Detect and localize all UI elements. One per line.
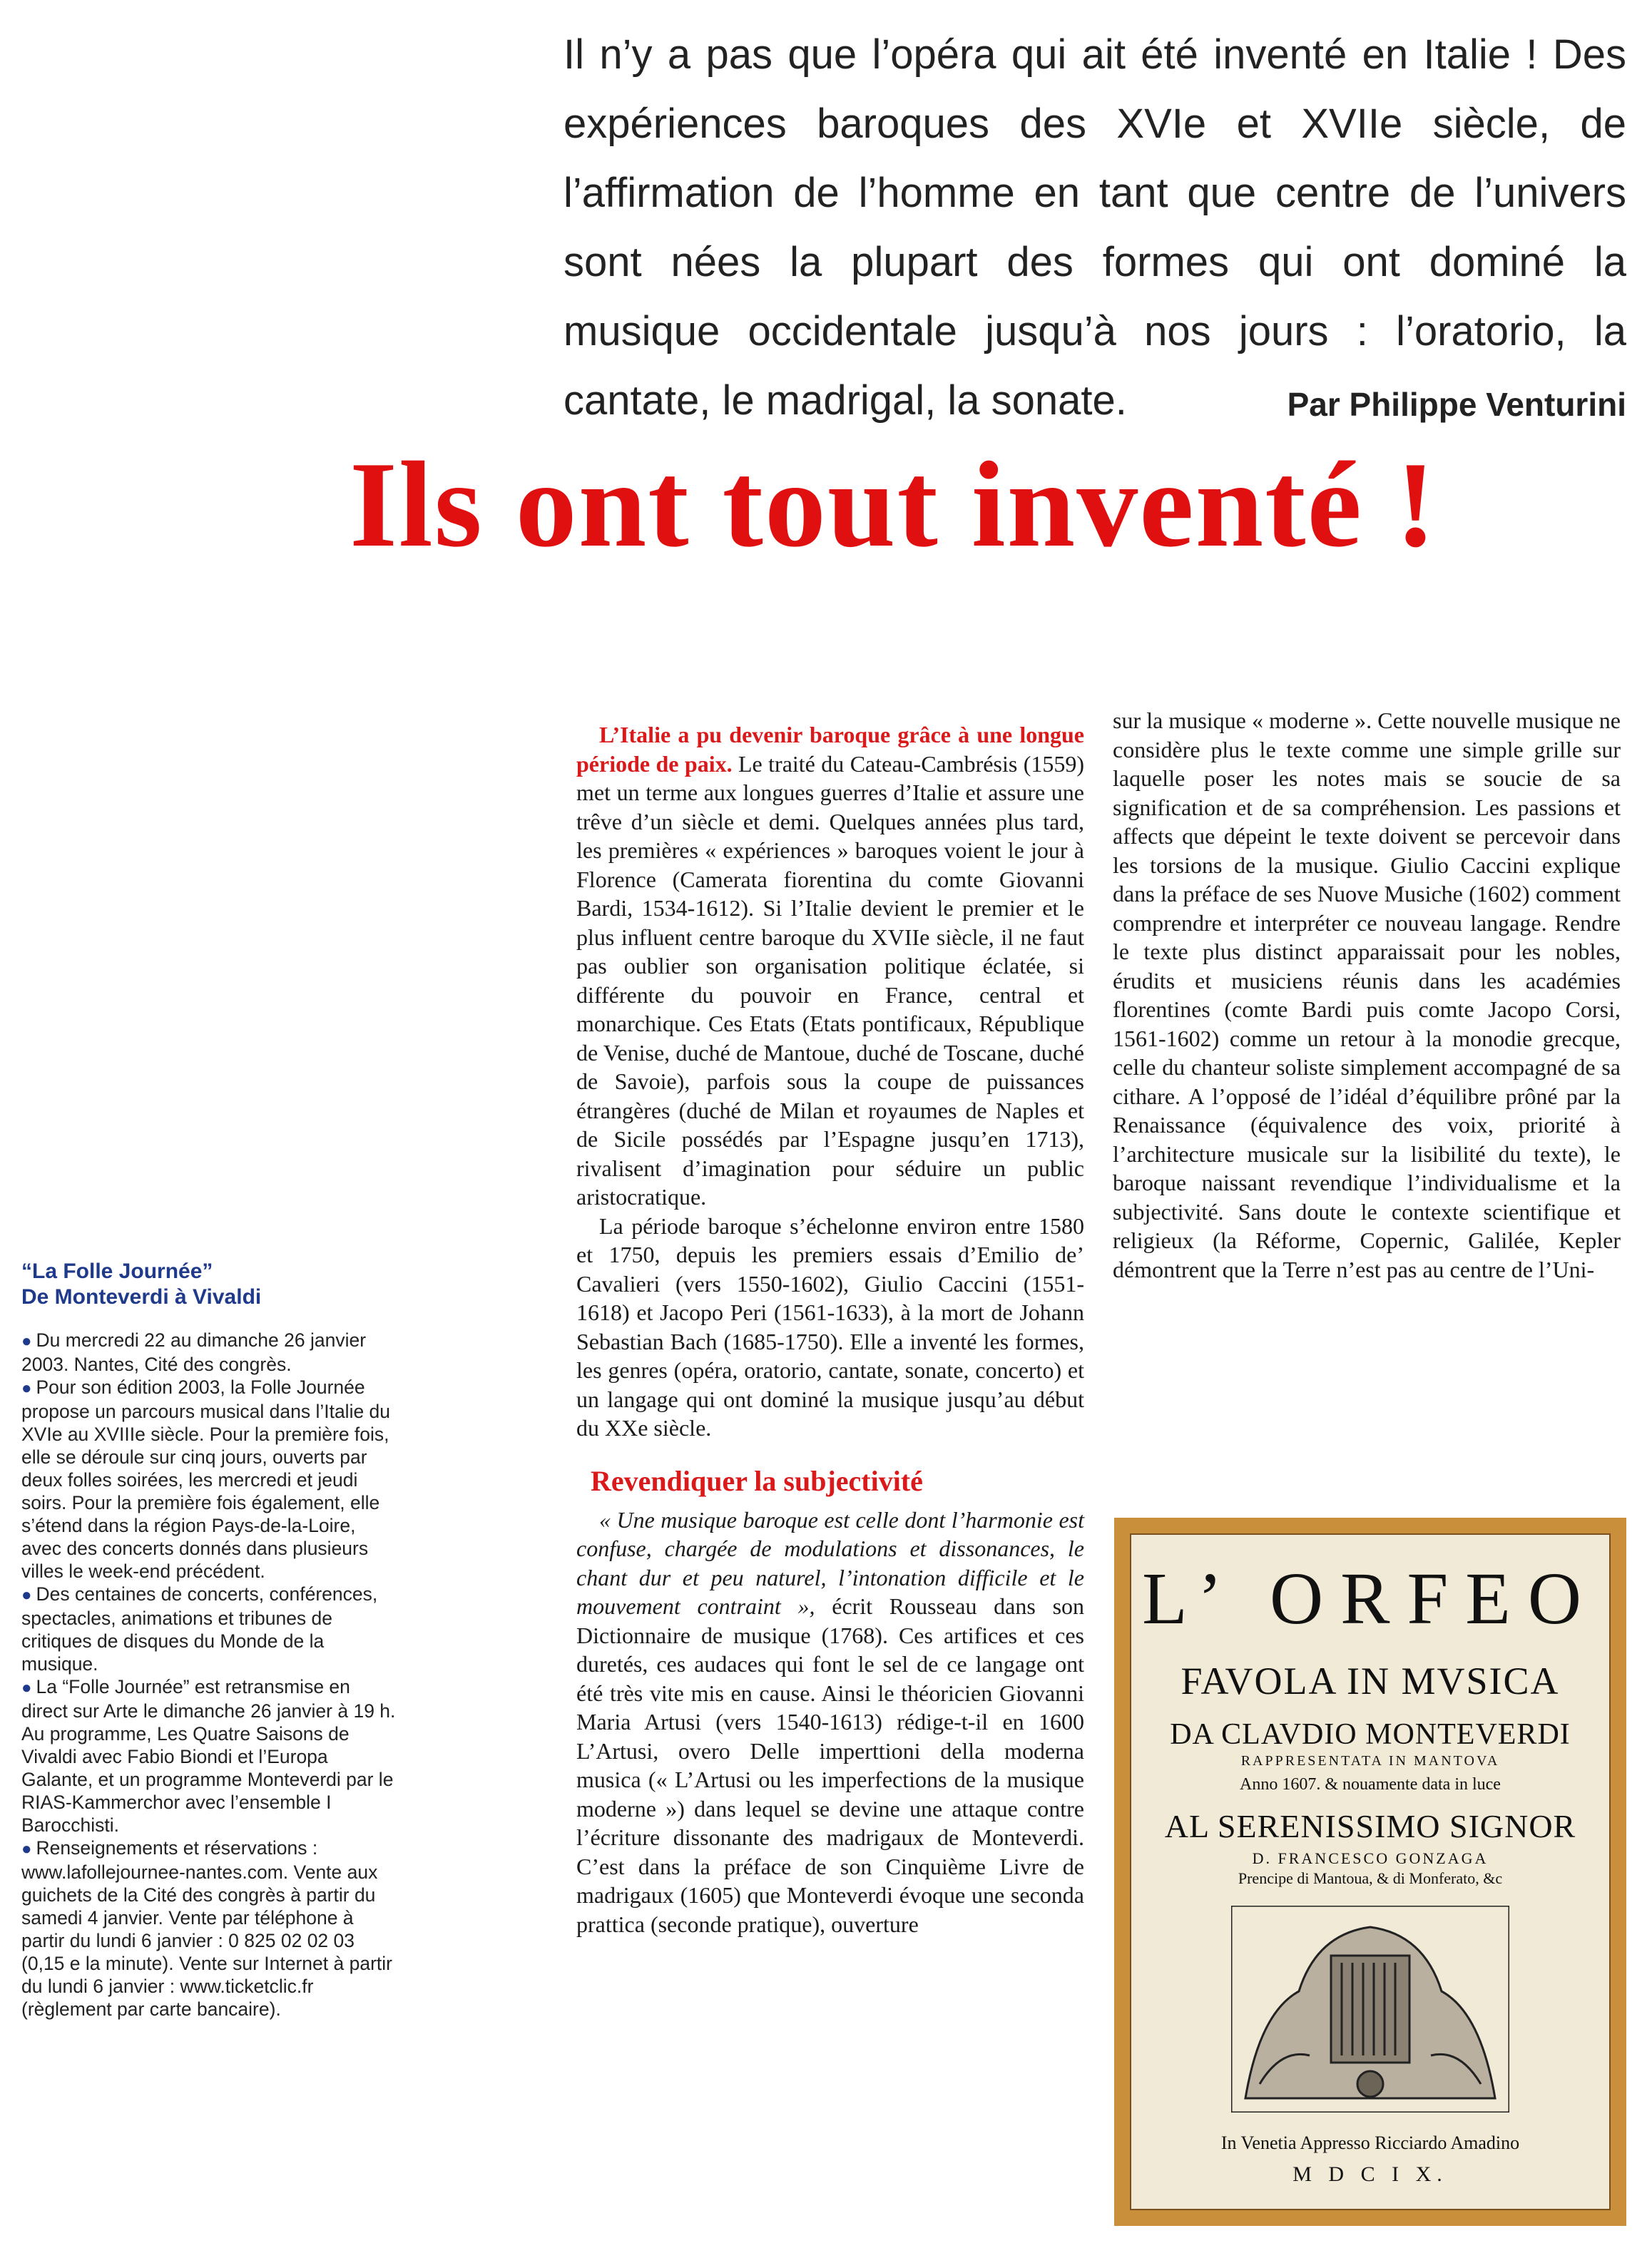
- printer-device-woodcut-icon: [1231, 1906, 1509, 2113]
- lead-sentence: L’Italie a pu devenir baroque grâce à une longue période de paix.: [576, 722, 1084, 777]
- bullet-icon: ●: [21, 1585, 32, 1605]
- sidebar-item: ● Pour son édition 2003, la Folle Journée propose un parcours musical dans l’Italie du XVIe au XVIIIe siècle. Pour la première fois, elle se déroule sur cinq jours, ouverts par deux folles soirées, les mercredi et jeudi soirs. Pour la première fois également, elle s’étend dans la région Pays-de-la-Loire, avec des concerts donnés dans plusieurs villes le week-end précédent.: [21, 1376, 391, 1582]
- sidebar-title-line2: De Monteverdi à Vivaldi: [21, 1285, 262, 1309]
- title-page-line: D. FRANCESCO GONZAGA: [1252, 1849, 1489, 1867]
- title-page-line: Prencipe di Mantoua, & di Monferato, &c: [1238, 1869, 1503, 1887]
- title-page-line: FAVOLA IN MVSICA: [1181, 1660, 1560, 1702]
- article-paragraph: sur la musique « moderne ». Cette nouvelle musique ne considère plus le texte comme une simple grille sur laquelle poser les notes mais se soucie de sa signification et de sa compréhension. Les passions et affects que dépeint le texte doivent se percevoir dans les torsions de la musique. Giulio Caccini explique dans la préface de ses Nuove Musiche (1602) comment comprendre et interpréter ce nouveau langage. Rendre le texte plus distinct apparaissait pour les nobles, érudits et musiciens réunis dans les académies florentines (comte Bardi puis comte Jacopo Corsi, 1561-1602) comme un retour à la monodie grecque, celle du chanteur soliste simplement accompagné de sa cithare. A l’opposé de l’idéal d’équilibre prôné par la Renaissance (équivalence des voix, priorité à l’architecture musicale sur la lisibilité du texte), le baroque naissant revendique l’individualisme et la subjectivité. Sans doute le contexte scientifique et religieux (la Réforme, Copernic, Galilée, Kepler démontrent que la Terre n’est pas au centre de l’Uni-: [1113, 708, 1621, 1282]
- bullet-icon: ●: [21, 1678, 32, 1697]
- sidebar-box: [21, 1259, 399, 2021]
- intro-text: Il n’y a pas que l’opéra qui ait été inventé en Italie ! Des expériences baroques des XVIe et XVIIe siècle, de l’affirmation de l’homme en tant que centre de l’univers sont nées la plupart des formes qui ont dominé la musique occidentale jusqu’à nos jours : l’oratorio, la cantate, le madrigal, la sonate.: [564, 31, 1626, 424]
- title-page-line: DA CLAVDIO MONTEVERDI: [1170, 1718, 1571, 1751]
- title-page-paper: [1130, 1533, 1611, 2210]
- sidebar-title-line1: “La Folle Journée”: [21, 1260, 213, 1283]
- article-column-middle: [576, 720, 1084, 1938]
- title-page-line: RAPPRESENTATA IN MANTOVA: [1240, 1753, 1500, 1769]
- sidebar-title: [21, 1259, 399, 1310]
- title-page-line: L’ ORFEO: [1142, 1558, 1598, 1640]
- title-page-line: Anno 1607. & nouamente data in luce: [1240, 1775, 1501, 1794]
- title-page-date: M D C I X.: [1292, 2162, 1448, 2186]
- article-paragraph: L’Italie a pu devenir baroque grâce à une longue période de paix. Le traité du Cateau-Cambrésis (1559) met un terme aux longues guerres d’Italie et assure une trêve d’un siècle et demi. Quelques années plus tard, les premières « expériences » baroques voient le jour à Florence (Camerata fiorentina du comte Giovanni Bardi, 1534-1612). Si l’Italie devient le premier et le plus influent centre baroque du XVIIe siècle, il ne faut pas oublier son organisation politique éclatée, si différente du pouvoir en France, central et monarchique. Ces Etats (Etats pontificaux, République de Venise, duché de Mantoue, duché de Toscane, duché de Savoie), parfois sous la coupe de puissances étrangères (duché de Milan et royaumes de Naples et de Sicile possédés par l’Espagne jusqu’en 1713), rivalisent d’imagination pour séduire un public aristocratique.: [576, 722, 1085, 1210]
- rousseau-quote: « Une musique baroque est celle dont l’harmonie est confuse, chargée de modulations et dissonances, le chant dur et peu naturel, l’intonation difficile et le mouvement contraint »,: [576, 1506, 1084, 1619]
- title-page-imprint: In Venetia Appresso Ricciardo Amadino: [1220, 2132, 1520, 2153]
- sidebar-item: ● Des centaines de concerts, conférences, spectacles, animations et tribunes de critiques de disques du Monde de la musique.: [21, 1583, 378, 1675]
- sidebar-item: ● La “Folle Journée” est retransmise en direct sur Arte le dimanche 26 janvier à 19 h. Au programme, Les Quatre Saisons de Vivaldi avec Fabio Biondi et l’Europa Galante, et un programme Monteverdi par le RIAS-Kammerchor avec l’ensemble I Barocchisti.: [21, 1676, 396, 1836]
- section-heading: Revendiquer la subjectivité: [591, 1464, 923, 1497]
- sidebar-item: ● Du mercredi 22 au dimanche 26 janvier 2003. Nantes, Cité des congrès.: [21, 1329, 367, 1375]
- article-paragraph: « Une musique baroque est celle dont l’harmonie est confuse, chargée de modulations et dissonances, le chant dur et peu naturel, l’intonation difficile et le mouvement contraint », écrit Rousseau dans son Dictionnaire de musique (1768). Ces artifices et ces duretés, ces audaces qui font le sel de ce langage ont été très vite mis en cause. Ainsi le théoricien Giovanni Maria Artusi (vers 1540-1613) rédige-t-il en 1600 L’Artusi, overo Delle imperttioni della moderna musica (« L’Artusi ou les imperfections de la musique moderne ») dans lequel se devine une attaque contre l’écriture dissonante des madrigaux de Monteverdi. C’est dans la préface de son Cinquième Livre de madrigaux (1605) que Monteverdi évoque une seconda prattica (seconde pratique), ouverture: [576, 1506, 1085, 1937]
- article-column-right: [1113, 706, 1621, 1284]
- headline: Ils ont tout inventé !: [350, 437, 1438, 573]
- title-page-line: AL SERENISSIMO SIGNOR: [1164, 1808, 1576, 1844]
- byline: Par Philippe Venturini: [1287, 386, 1626, 423]
- bullet-icon: ●: [21, 1332, 32, 1351]
- article-paragraph: La période baroque s’échelonne environ entre 1580 et 1750, depuis les premiers essais d’Emilio de’ Cavalieri (vers 1550-1602), Giulio Caccini (1551-1618) et Jacopo Peri (1561-1633), à la mort de Johann Sebastian Bach (1685-1750). Elle a inventé les formes, les genres (opéra, oratorio, cantate, sonate, concerto) et un langage qui ont dominé la musique jusqu’au début du XXe siècle.: [576, 1212, 1084, 1441]
- bullet-icon: ●: [21, 1379, 32, 1398]
- bullet-icon: ●: [21, 1839, 32, 1859]
- sidebar-item: ● Renseignements et réservations : www.lafollejournee-nantes.com. Vente aux guichets de la Cité des congrès à partir du samedi 4 janvier. Vente par téléphone à partir du lundi 6 janvier : 0 825 02 02 03 (0,15 e la minute). Vente sur Internet à partir du lundi 6 janvier : www.ticketclic.fr (règlement par carte bancaire).: [21, 1837, 392, 2020]
- intro-paragraph: [564, 20, 1626, 439]
- orfeo-title-page-image: [1114, 1518, 1626, 2226]
